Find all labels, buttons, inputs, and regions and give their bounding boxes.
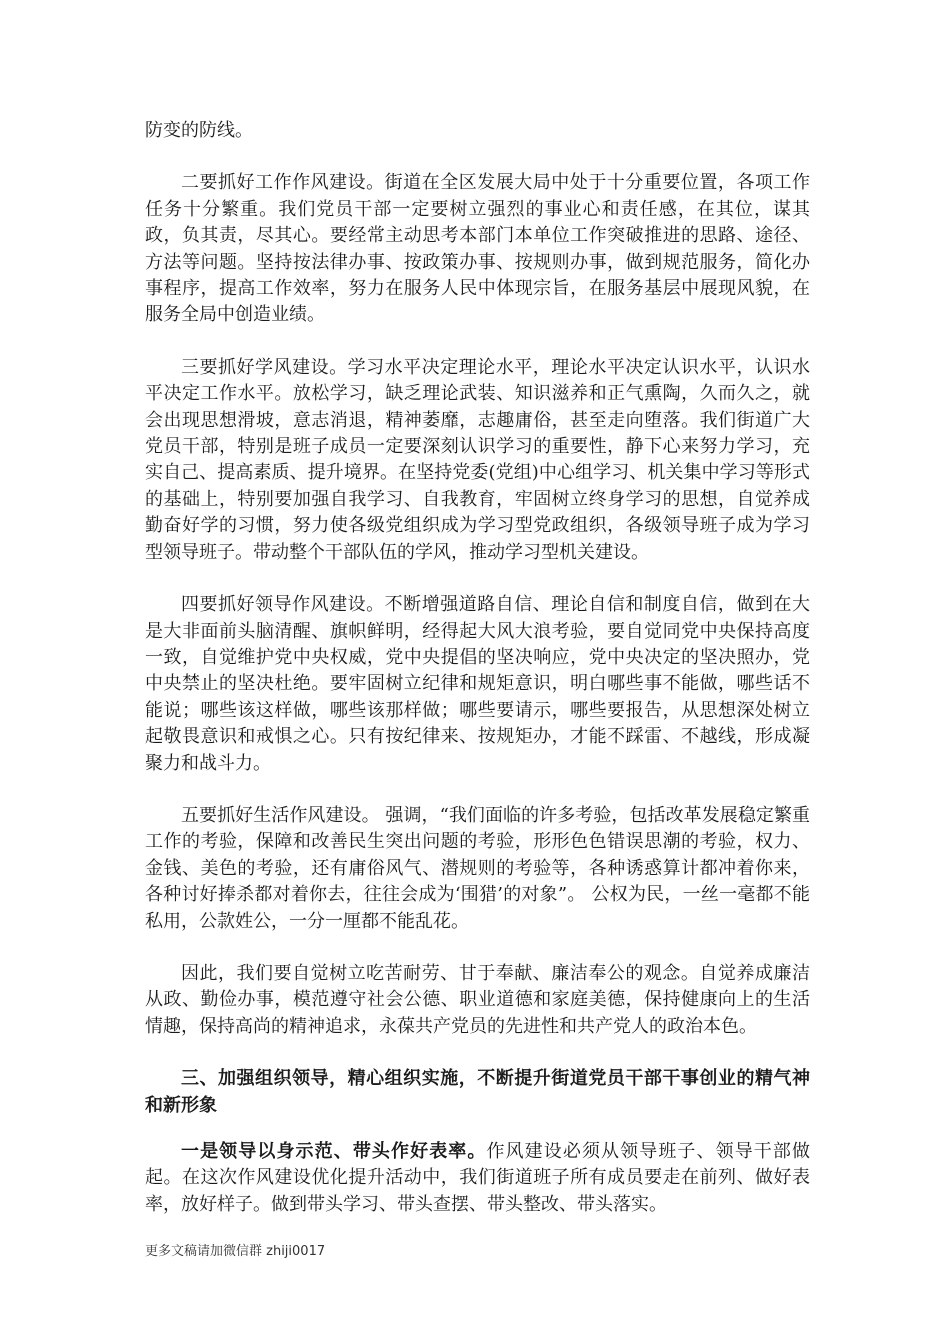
section-heading: 三、加强组织领导，精心组织实施，不断提升街道党员干部干事创业的精气神和新形象 xyxy=(145,1068,810,1116)
paragraph-continuation: 防变的防线。 xyxy=(145,120,253,141)
document-body xyxy=(145,118,810,1218)
paragraph-work-style: 二要抓好工作作风建设。街道在全区发展大局中处于十分重要位置，各项工作任务十分繁重。我们党员干部一定要树立强烈的事业心和责任感，在其位，谋其政，负其责，尽其心。要经常主动思考本部门本单位工作突破推进的思路、途径、方法等问题。坚持按法律办事、按政策办事、按规则办事，做到规范服务，简化办事程序，提高工作效率，努力在服务人民中体现宗旨，在服务基层中展现风貌，在服务全局中创造业绩。 xyxy=(145,172,810,326)
paragraph-therefore: 因此，我们要自觉树立吃苦耐劳、甘于奉献、廉洁奉公的观念。自觉养成廉洁从政、勤俭办事，模范遵守社会公德、职业道德和家庭美德，保持健康向上的生活情趣，保持高尚的精神追求，永葆共产党员的先进性和共产党人的政治本色。 xyxy=(145,962,810,1037)
paragraph-life-style: 五要抓好生活作风建设。 强调，“我们面临的许多考验，包括改革发展稳定繁重工作的考验，保障和改善民生突出问题的考验，形形色色错误思潮的考验，权力、金钱、美色的考验，还有庸俗风气、潜规则的考验等，各种诱惑算计都冲着你来，各种讨好捧杀都对着你去，往往会成为‘围猎’的对象”。 公权为民，一丝一毫都不能私用，公款姓公，一分一厘都不能乱花。 xyxy=(145,804,810,932)
footer-note: 更多文稿请加微信群 zhiji0017 xyxy=(145,1244,326,1259)
paragraph-study-style: 三要抓好学风建设。学习水平决定理论水平，理论水平决定认识水平，认识水平决定工作水平。放松学习，缺乏理论武装、知识滋养和正气熏陶，久而久之，就会出现思想滑坡，意志消退，精神萎靡，志趣庸俗，甚至走向堕落。我们街道广大党员干部，特别是班子成员一定要深刻认识学习的重要性，静下心来努力学习，充实自己、提高素质、提升境界。在坚持党委(党组)中心组学习、机关集中学习等形式的基础上，特别要加强自我学习、自我教育，牢固树立终身学习的思想，自觉养成勤奋好学的习惯，努力使各级党组织成为学习型党政组织，各级领导班子成为学习型领导班子。带动整个干部队伍的学风，推动学习型机关建设。 xyxy=(145,356,810,563)
paragraph-body: 作风建设必须从领导班子、领导干部做起。在这次作风建设优化提升活动中，我们街道班子所有成员要走在前列、做好表率，放好样子。做到带头学习、带头查摆、带头整改、带头落实。 xyxy=(145,1141,810,1215)
paragraph-leadership-style: 四要抓好领导作风建设。不断增强道路自信、理论自信和制度自信，做到在大是大非面前头脑清醒、旗帜鲜明，经得起大风大浪考验，要自觉同党中央保持高度一致，自觉维护党中央权威，党中央提倡的坚决响应，党中央决定的坚决照办，党中央禁止的坚决杜绝。要牢固树立纪律和规矩意识，明白哪些事不能做，哪些话不能说；哪些该这样做，哪些该那样做；哪些要请示，哪些要报告，从思想深处树立起敬畏意识和戒惧之心。只有按纪律来、按规矩办，才能不踩雷、不越线，形成凝聚力和战斗力。 xyxy=(145,594,810,774)
paragraph-leadership-example xyxy=(145,1139,810,1218)
paragraph-lead: 一是领导以身示范、带头作好表率。 xyxy=(181,1141,487,1162)
